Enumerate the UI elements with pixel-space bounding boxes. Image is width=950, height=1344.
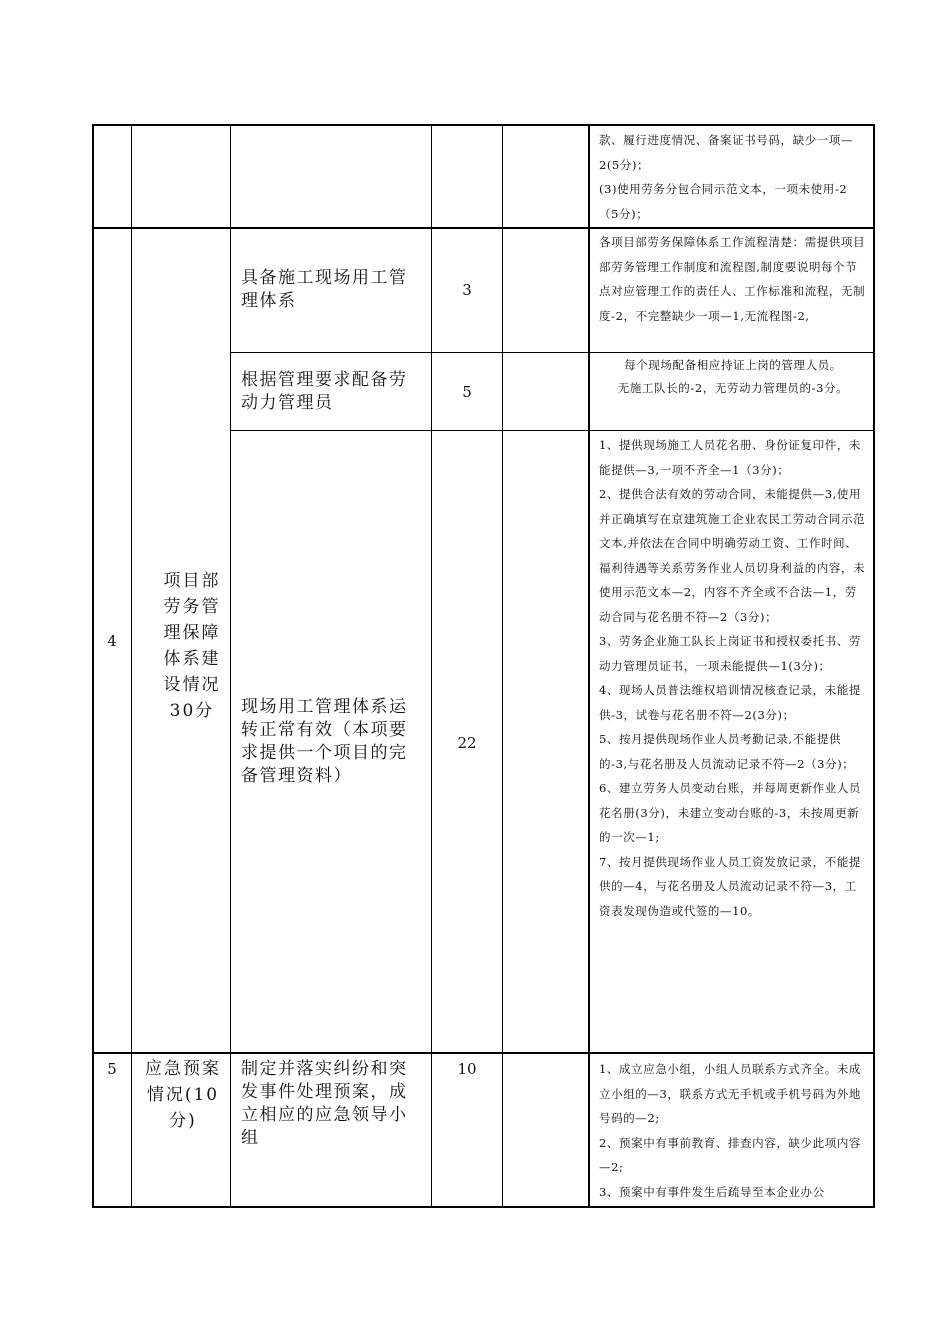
criteria-item: 每个现场配备相应持证上岗的管理人员。 [624, 358, 842, 372]
row-number: 5 [107, 1060, 117, 1078]
criteria-item: 1、成立应急小组，小组人员联系方式齐全。未成立小组的—3，联系方式无手机或手机号码为外地号码的—2; [599, 1062, 862, 1125]
criteria-item: 3、劳务企业施工队长上岗证书和授权委托书、劳动力管理员证书，一项未能提供—1(3分)； [599, 634, 862, 673]
criteria-item: 款、履行进度情况、备案证书号码，缺少一项—2(5分)； [599, 133, 854, 172]
criteria-cell [589, 126, 873, 227]
category-cell: 项目部劳务管理保障体系建设情况30分 [163, 571, 221, 721]
table-border-left [92, 124, 94, 1208]
criteria-item: 4、现场人员普法维权培训情况核查记录，未能提供-3，试卷与花名册不符—2(3分)； [599, 683, 862, 722]
table-border-bottom [92, 1206, 875, 1208]
item-cell: 现场用工管理体系运转正常有效（本项要求提供一个项目的完备管理资料） [241, 697, 408, 786]
criteria-cell [589, 1054, 873, 1206]
criteria-item: 2、预案中有事前教育、排查内容，缺少此项内容—2; [599, 1135, 862, 1174]
column-divider [502, 124, 503, 1208]
criteria-item: 1、提供现场施工人员花名册、身份证复印件，未能提供—3,一项不齐全—1（3分)； [599, 438, 862, 477]
criteria-item: 2、提供合法有效的劳动合同，未能提供—3,使用并正确填写在京建筑施工企业农民工劳动合同示范文本,并依法在合同中明确劳动工资、工作时间、福利待遇等关系劳务作业人员切身利益的内容，未使用示范文本—2，内容不齐全或不合法—1，劳动合同与花名册不符—2（3分)； [599, 487, 866, 624]
score-cell: 5 [462, 383, 472, 401]
criteria-item: 6、建立劳务人员变动台账，并每周更新作业人员花名册(3分)，未建立变动台账的-3，未按周更新的一次—1; [599, 781, 862, 844]
column-divider [131, 124, 132, 1208]
criteria-item: 5、按月提供现场作业人员考勤记录,不能提供的-3,与花名册及人员流动记录不符—2（3分)； [599, 732, 855, 771]
item-cell: 制定并落实纠纷和突发事件处理预案，成立相应的应急领导小组 [241, 1059, 408, 1148]
item-cell: 具备施工现场用工管理体系 [241, 268, 408, 311]
table-border-right [873, 124, 875, 1208]
criteria-item: 各项目部劳务保障体系工作流程清楚：需提供项目部劳务管理工作制度和流程图,制度要说明每个节点对应管理工作的责任人、工作标准和流程，无制度-2，不完整缺少一项—1,无流程图-2, [599, 235, 866, 323]
score-cell: 3 [462, 281, 472, 299]
row-number: 4 [107, 632, 117, 650]
row-divider [230, 352, 875, 353]
criteria-cell [589, 229, 873, 352]
criteria-cell [589, 354, 873, 430]
score-cell: 22 [457, 734, 477, 752]
criteria-cell [589, 431, 873, 1052]
criteria-item: 3、预案中有事件发生后疏导至本企业办公 [599, 1184, 825, 1199]
category-cell: 应急预案情况(10分) [145, 1059, 221, 1131]
criteria-item: 无施工队长的-2，无劳动力管理员的-3分。 [617, 381, 849, 395]
criteria-item: (3)使用劳务分包合同示范文本，一项未使用-2（5分)； [599, 182, 848, 221]
item-cell: 根据管理要求配备劳动力管理员 [241, 370, 408, 413]
score-cell: 10 [457, 1060, 477, 1078]
criteria-item: 7、按月提供现场作业人员工资发放记录，不能提供的—4，与花名册及人员流动记录不符—3，工资表发现伪造或代签的—10。 [599, 854, 862, 918]
